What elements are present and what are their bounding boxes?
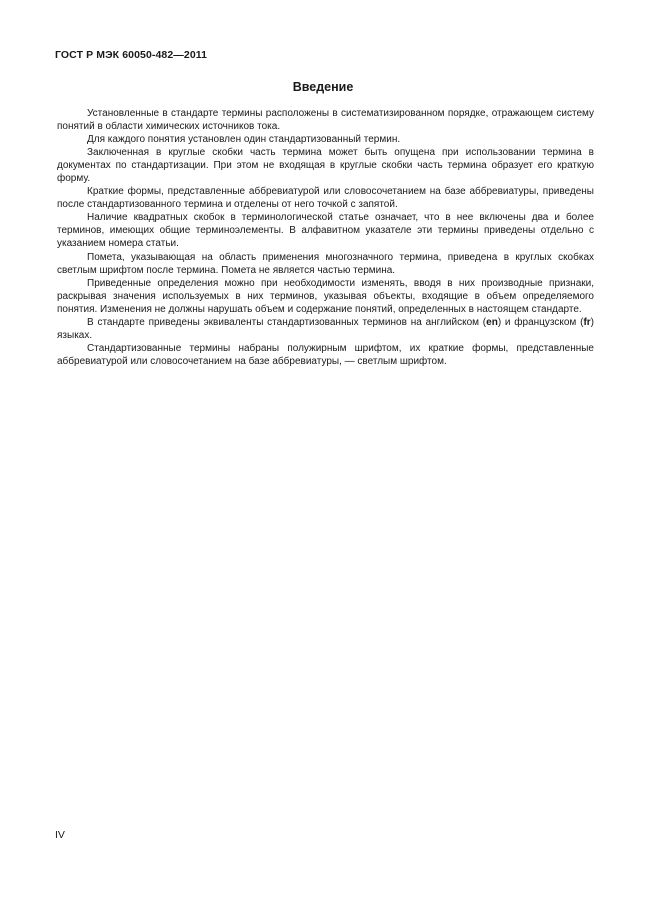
- paragraph: Для каждого понятия установлен один стандартизованный термин.: [87, 134, 401, 146]
- paragraph: Установленные в стандарте термины расположены в систематизированном порядке, отражающем систему понятий в области химических источников тока.: [57, 108, 594, 133]
- document-header: ГОСТ Р МЭК 60050-482—2011: [55, 49, 208, 61]
- page-number: IV: [55, 829, 65, 841]
- paragraph: Краткие формы, представленные аббревиатурой или словосочетанием на базе аббревиатуры, приведены после стандартизованного термина и отделены от него точкой с запятой.: [57, 186, 594, 211]
- lang-code-en: en: [486, 316, 498, 328]
- paragraph: Наличие квадратных скобок в терминологической статье означает, что в нее включены два и более терминов, имеющих общие терминоэлементы. В алфавитном указателе эти термины приведены отдельно с указанием номера статьи.: [57, 212, 594, 250]
- lang-code-fr: fr: [583, 316, 591, 328]
- paragraph-text: ) языках.: [57, 316, 595, 341]
- paragraph: Помета, указывающая на область применения многозначного термина, приведена в круглых скобках светлым шрифтом после термина. Помета не является частью термина.: [57, 251, 594, 276]
- paragraph: Приведенные определения можно при необходимости изменять, вводя в них производные признаки, раскрывая значения используемых в них терминов, указывая объекты, входящие в объем определяемого понятия. Изменения не должны нарушать объем и содержание понятий, определенных в настоящем стандарте.: [57, 277, 594, 315]
- paragraph: Стандартизованные термины набраны полужирным шрифтом, их краткие формы, представленные аббревиатурой или словосочетанием на базе аббревиатуры, — светлым шрифтом.: [57, 342, 594, 367]
- paragraph-text: В стандарте приведены эквиваленты стандартизованных терминов на английском (: [87, 316, 487, 328]
- document-body: [57, 107, 594, 368]
- section-title: Введение: [292, 80, 354, 94]
- paragraph: Заключенная в круглые скобки часть термина может быть опущена при использовании термина в документах по стандартизации. При этом не входящая в круглые скобки часть термина образует его краткую форму.: [57, 147, 594, 185]
- paragraph-languages: [57, 316, 594, 342]
- paragraph-text: ) и французском (: [497, 316, 584, 328]
